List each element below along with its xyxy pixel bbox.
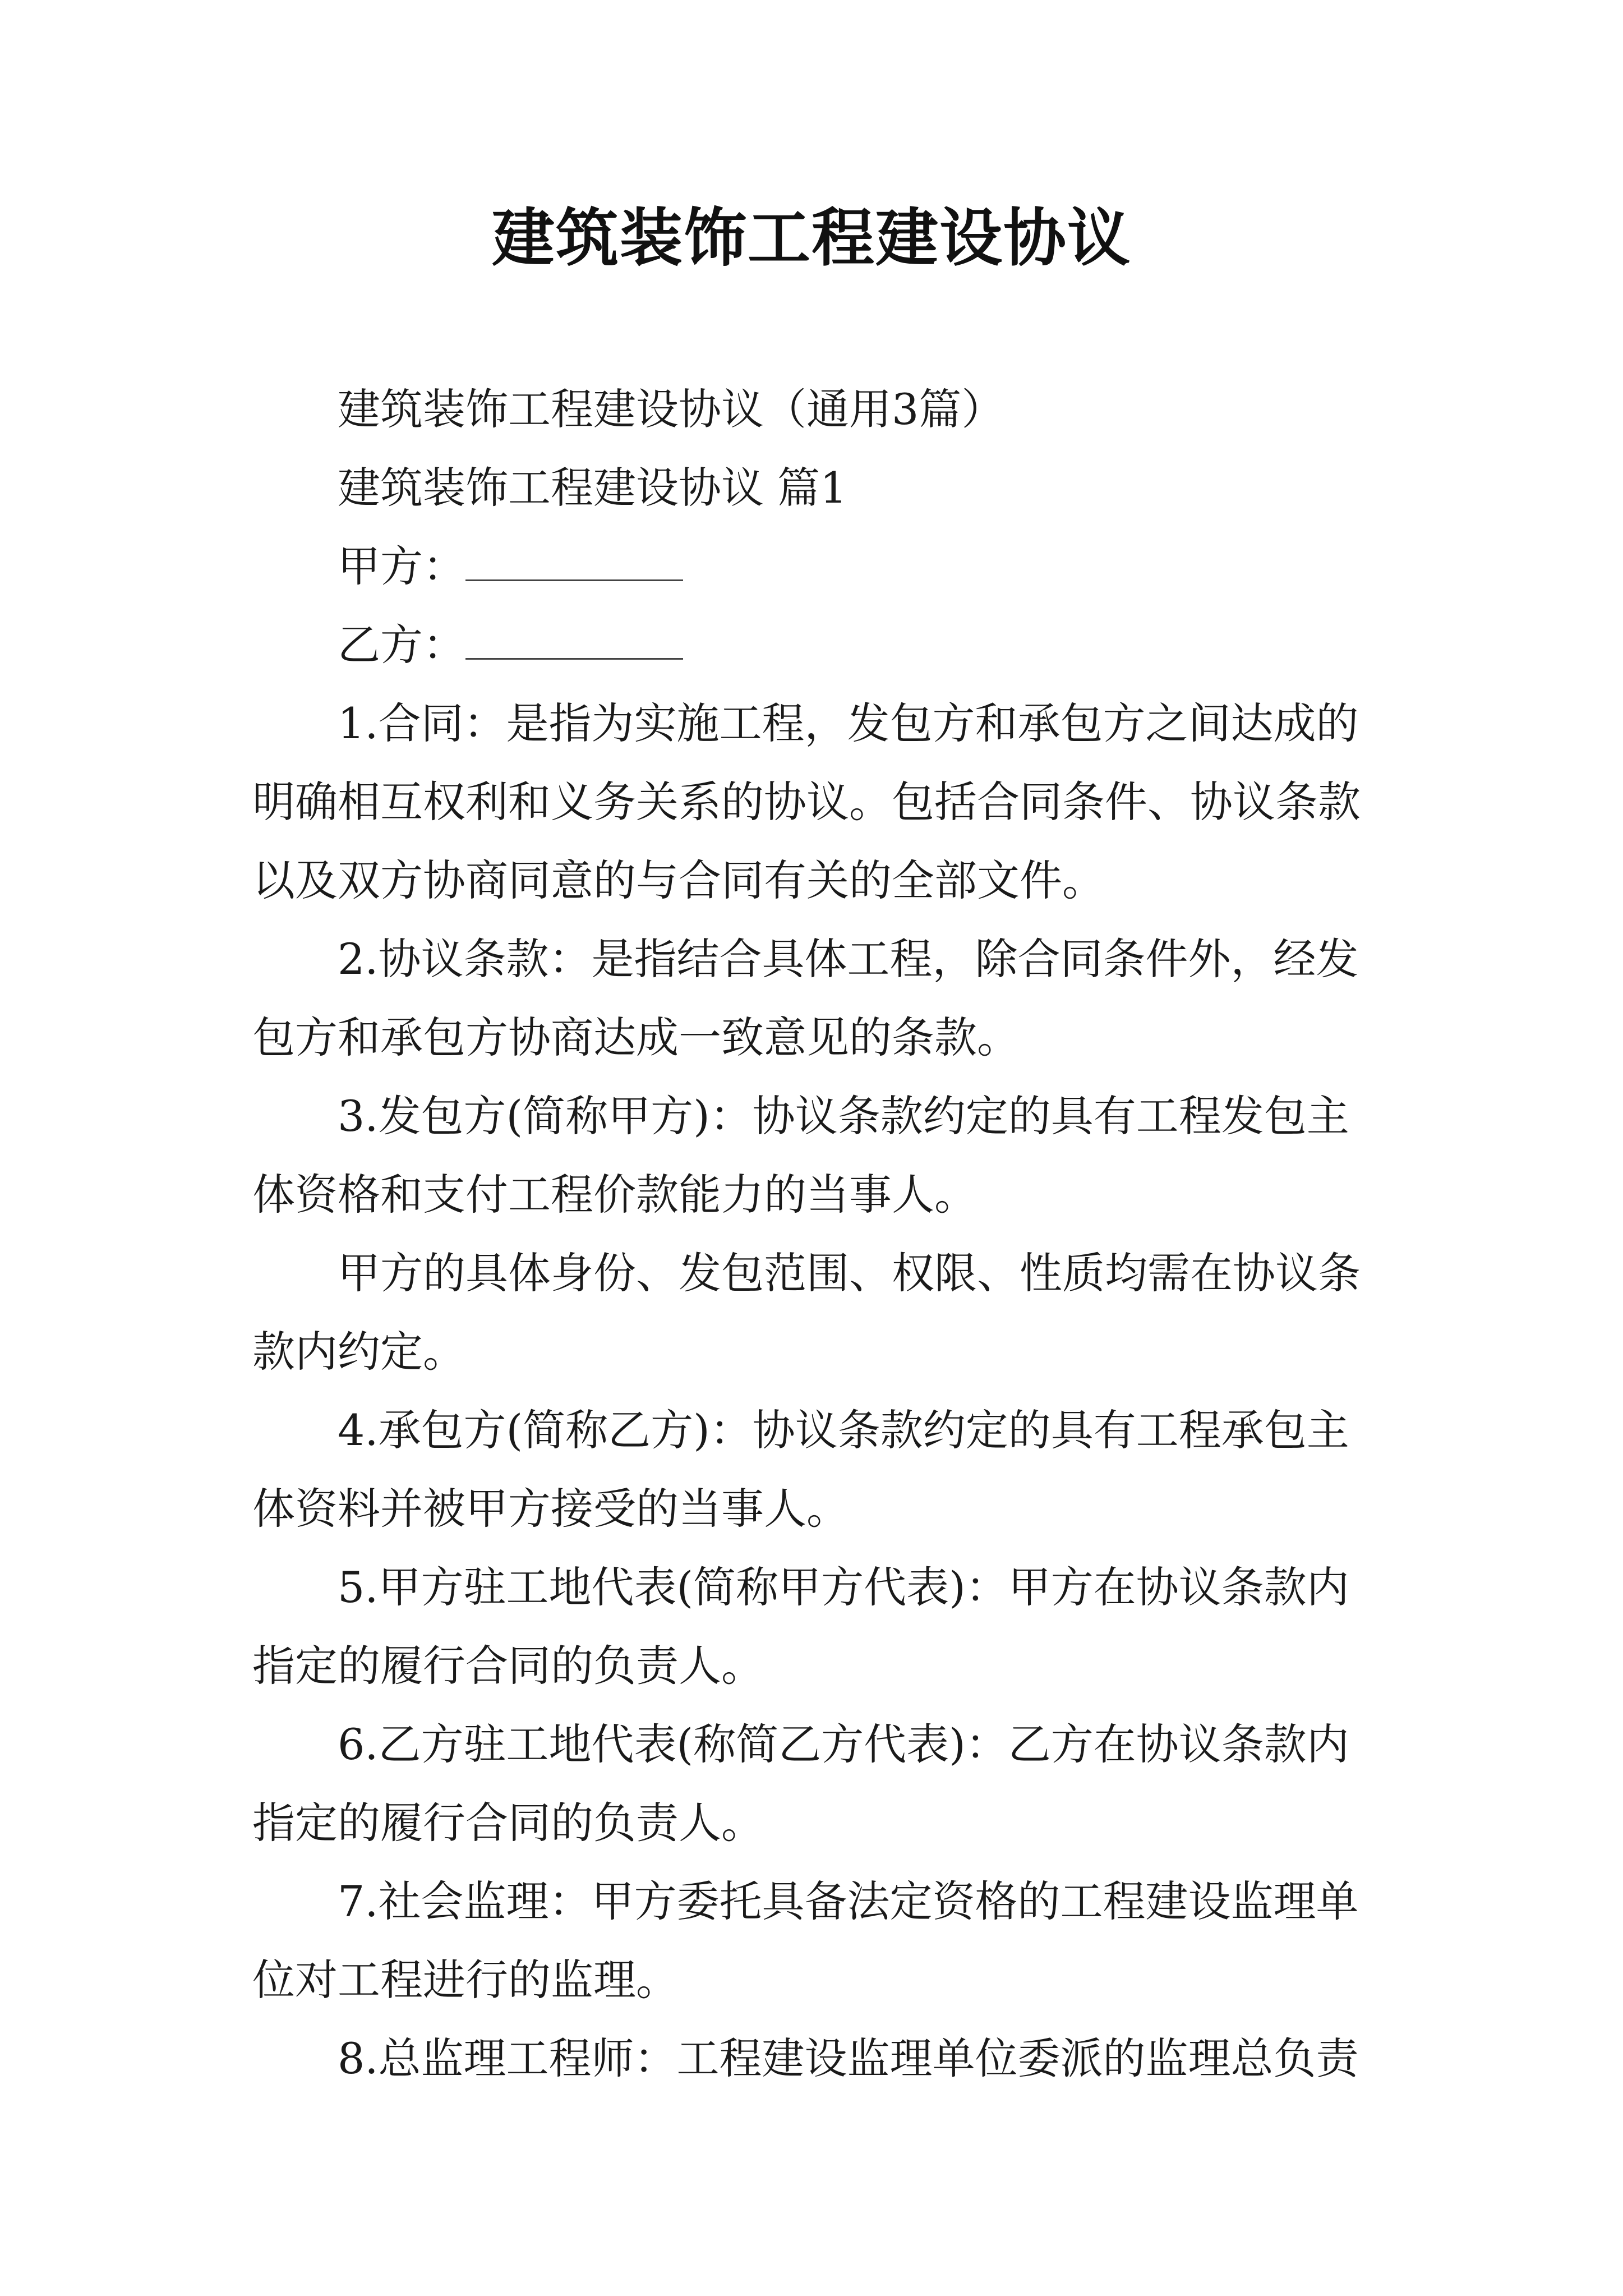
party-a-blank bbox=[465, 540, 683, 581]
paragraph-line: 1.合同：是指为实施工程，发包方和承包方之间达成的 bbox=[338, 698, 1359, 748]
paragraph-4 bbox=[252, 1234, 1374, 1391]
paragraph-6 bbox=[252, 1548, 1374, 1705]
paragraph-line: 7.社会监理：甲方委托具备法定资格的工程建设监理单 bbox=[338, 1876, 1359, 1926]
paragraph-line: 指定的履行合同的负责人。 bbox=[252, 1798, 764, 1848]
document-subtitle: 建筑装饰工程建设协议（通用3篇） bbox=[338, 384, 1004, 434]
paragraph-line: 8.总监理工程师：工程建设监理单位委派的监理总负责 bbox=[338, 2033, 1359, 2083]
party-b-line bbox=[252, 606, 1374, 684]
paragraph-line: 指定的履行合同的负责人。 bbox=[252, 1641, 764, 1691]
paragraph-line: 体资格和支付工程价款能力的当事人。 bbox=[252, 1170, 977, 1220]
paragraph-line: 以及双方协商同意的与合同有关的全部文件。 bbox=[252, 855, 1105, 905]
paragraph-line: 款内约定。 bbox=[252, 1327, 465, 1377]
paragraph-9 bbox=[252, 2019, 1374, 2098]
party-a-line bbox=[252, 527, 1374, 606]
party-b-label: 乙方： bbox=[338, 620, 465, 670]
party-b-blank bbox=[465, 619, 683, 660]
document-body bbox=[252, 370, 1374, 2098]
paragraph-line: 4.承包方(简称乙方)：协议条款约定的具有工程承包主 bbox=[338, 1405, 1349, 1455]
paragraph-line: 包方和承包方协商达成一致意见的条款。 bbox=[252, 1013, 1020, 1062]
paragraph-5 bbox=[252, 1391, 1374, 1548]
paragraph-line: 位对工程进行的监理。 bbox=[252, 1955, 679, 2005]
paragraph-3 bbox=[252, 1077, 1374, 1234]
paragraph-line: 甲方的具体身份、发包范围、权限、性质均需在协议条 bbox=[338, 1248, 1361, 1298]
document-title: 建筑装饰工程建设协议 bbox=[492, 202, 1131, 275]
section-heading: 建筑装饰工程建设协议 篇1 bbox=[338, 463, 847, 513]
paragraph-line: 6.乙方驻工地代表(称简乙方代表)：乙方在协议条款内 bbox=[338, 1719, 1349, 1769]
paragraph-line: 体资料并被甲方接受的当事人。 bbox=[252, 1484, 849, 1534]
paragraph-2 bbox=[252, 920, 1374, 1077]
paragraph-line: 3.发包方(简称甲方)：协议条款约定的具有工程发包主 bbox=[338, 1091, 1349, 1141]
paragraph-8 bbox=[252, 1862, 1374, 2019]
paragraph-line: 明确相互权利和义务关系的协议。包括合同条件、协议条款 bbox=[252, 777, 1361, 827]
paragraph-line: 2.协议条款：是指结合具体工程，除合同条件外，经发 bbox=[338, 934, 1359, 984]
paragraph-7 bbox=[252, 1705, 1374, 1862]
party-a-label: 甲方： bbox=[338, 541, 465, 591]
paragraph-line: 5.甲方驻工地代表(简称甲方代表)：甲方在协议条款内 bbox=[338, 1562, 1349, 1612]
paragraph-1 bbox=[252, 684, 1374, 920]
